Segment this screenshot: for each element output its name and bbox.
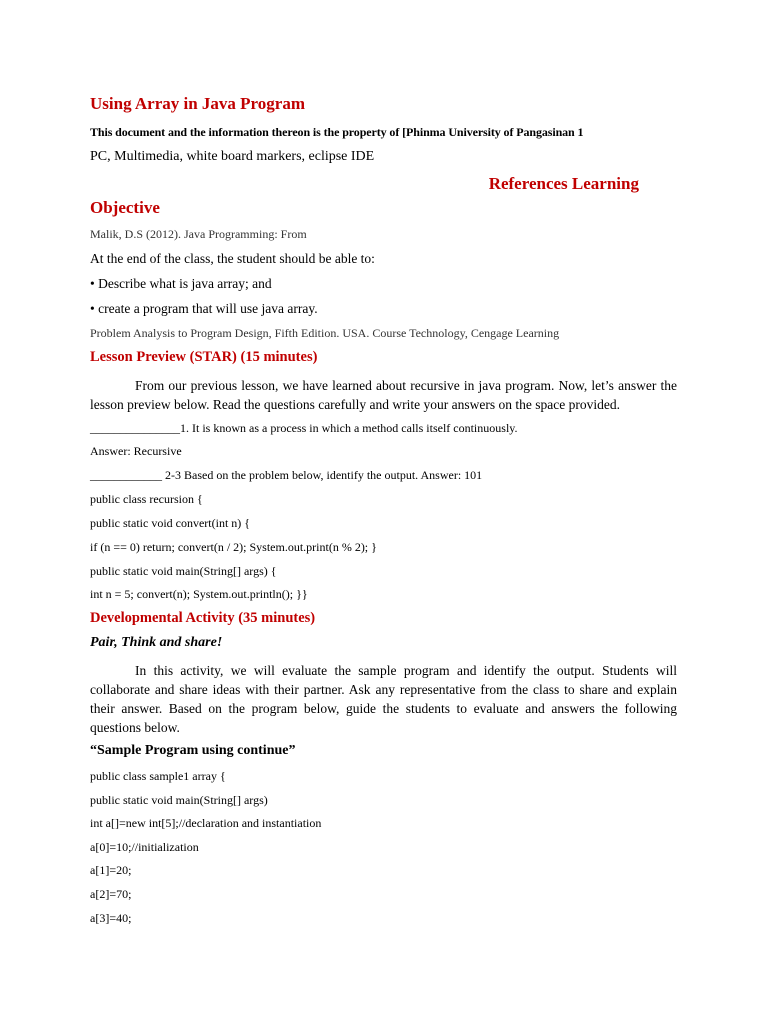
developmental-heading: Developmental Activity (35 minutes) xyxy=(90,610,316,626)
question-1 xyxy=(90,421,518,436)
code-line: public static void main(String[] args) xyxy=(90,793,268,807)
sample-program-heading: “Sample Program using continue” xyxy=(90,743,296,758)
objective-item: • create a program that will use java array. xyxy=(90,301,318,316)
code-line: a[2]=70; xyxy=(90,887,132,901)
reference-1: Malik, D.S (2012). Java Programming: From xyxy=(90,227,307,241)
code-line: public static void main(String[] args) { xyxy=(90,564,277,578)
question-1-text: 1. It is known as a process in which a method calls itself continuously. xyxy=(180,421,518,435)
references-heading: References Learning xyxy=(488,174,639,193)
answer-blank: ____________ xyxy=(90,468,162,482)
property-notice: This document and the information thereon is the property of [Phinma University of Pangasinan 1 xyxy=(90,125,584,139)
code-line: public class recursion { xyxy=(90,492,203,506)
lesson-preview-heading: Lesson Preview (STAR) (15 minutes) xyxy=(90,349,318,365)
code-line: a[1]=20; xyxy=(90,863,132,877)
code-line: a[3]=40; xyxy=(90,911,132,925)
code-line: int n = 5; convert(n); System.out.println(); }} xyxy=(90,587,308,601)
question-2-text: 2-3 Based on the problem below, identify the output. Answer: 101 xyxy=(162,468,483,482)
materials-line: PC, Multimedia, white board markers, eclipse IDE xyxy=(90,149,375,164)
question-1-answer: Answer: Recursive xyxy=(90,444,182,458)
code-line: a[0]=10;//initialization xyxy=(90,840,199,854)
lesson-preview-paragraph: From our previous lesson, we have learned about recursive in java program. Now, let’s answer the lesson preview below. Read the questions carefully and write your answers on the space provided. xyxy=(90,378,677,412)
code-line: int a[]=new int[5];//declaration and instantiation xyxy=(90,816,322,830)
code-line: public static void convert(int n) { xyxy=(90,516,251,530)
reference-2: Problem Analysis to Program Design, Fifth Edition. USA. Course Technology, Cengage Learning xyxy=(90,326,560,340)
code-line: public class sample1 array { xyxy=(90,769,226,783)
question-2 xyxy=(90,468,482,483)
objective-item: • Describe what is java array; and xyxy=(90,276,272,291)
developmental-subheading: Pair, Think and share! xyxy=(90,635,223,650)
document-title: Using Array in Java Program xyxy=(90,94,306,113)
objective-intro: At the end of the class, the student should be able to: xyxy=(90,251,375,266)
code-line: if (n == 0) return; convert(n / 2); System.out.print(n % 2); } xyxy=(90,540,377,554)
developmental-paragraph: In this activity, we will evaluate the sample program and identify the output. Students will collaborate and share ideas with their partner. Ask any representative from the class to share and explain their answer. Based on the program below, guide the students to evaluate and answers the following questions below. xyxy=(90,663,677,735)
objective-heading: Objective xyxy=(90,198,160,217)
answer-blank: _______________ xyxy=(90,421,180,435)
